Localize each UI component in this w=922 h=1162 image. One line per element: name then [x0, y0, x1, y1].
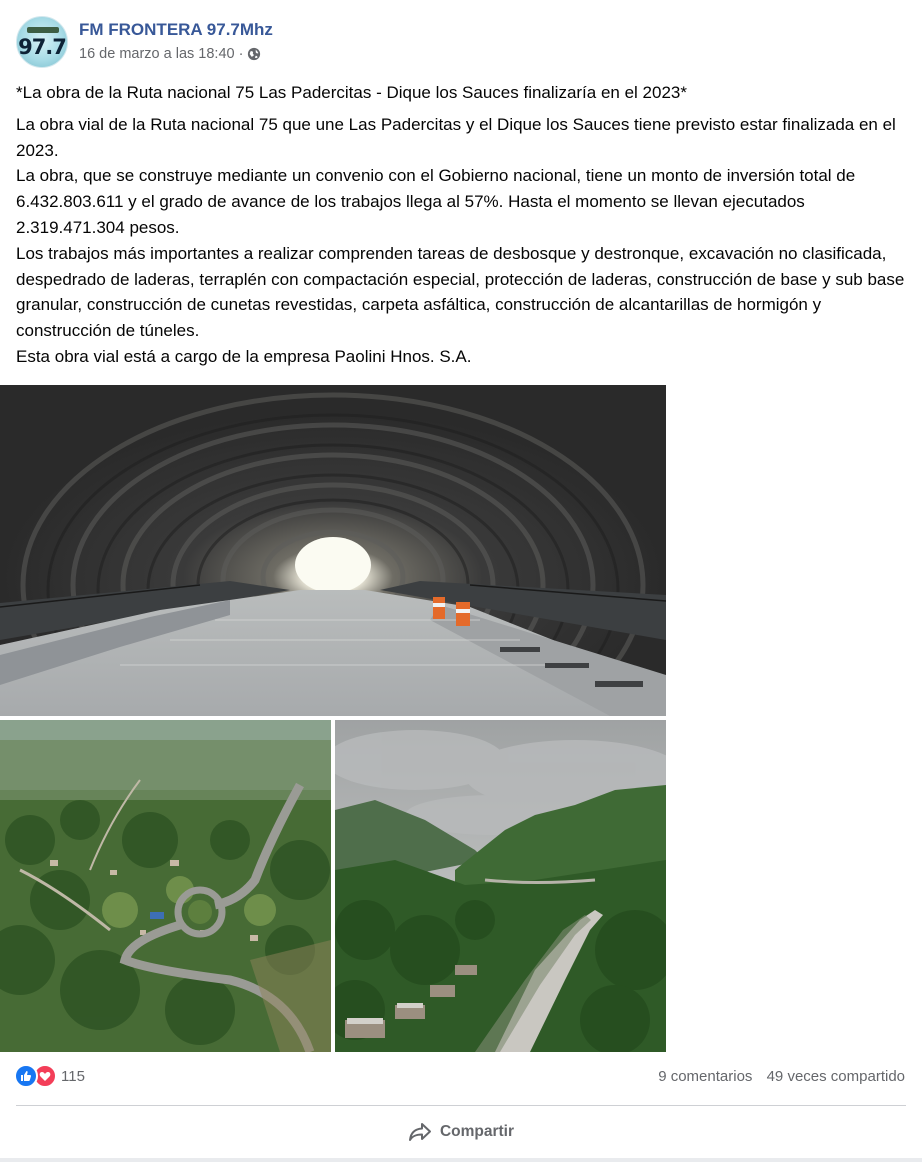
- meta-separator: ·: [238, 46, 244, 62]
- reactions-summary[interactable]: [14, 1064, 85, 1088]
- photo-tunnel[interactable]: [0, 385, 666, 716]
- photo-grid: [0, 385, 666, 1052]
- post-paragraph: Los trabajos más importantes a realizar comprenden tareas de desbosque y destronque, excavación no clasificada, despedrado de laderas, terraplén con compactación especial, protección de laderas, construcción de base y sub base granular, construcción de cunetas revestidas, carpeta asfáltica, construcción de alcantarillas de hormigón y construcción de túneles.: [16, 243, 905, 341]
- avatar-brand-mark: [27, 27, 59, 33]
- avatar-frequency: 97.7: [18, 35, 66, 59]
- post-paragraph: La obra, que se construye mediante un convenio con el Gobierno nacional, tiene un monto de inversión total de 6.432.803.611 y el grado de avance de los trabajos llega al 57%. Hasta el momento se llevan ejecutados 2.319.471.304 pesos.: [16, 166, 856, 237]
- photo-aerial-roundabout[interactable]: [0, 720, 331, 1052]
- share-arrow-icon: [408, 1122, 432, 1142]
- share-label: Compartir: [439, 1123, 515, 1140]
- photo-mountain-road[interactable]: [335, 720, 666, 1052]
- shares-count-link[interactable]: 49 veces compartido: [766, 1068, 905, 1085]
- post-meta: [79, 44, 273, 64]
- post-paragraph: Esta obra vial está a cargo de la empresa Paolini Hnos. S.A.: [16, 346, 472, 366]
- page-name-link[interactable]: FM FRONTERA 97.7Mhz: [79, 20, 273, 39]
- share-button[interactable]: [16, 1110, 906, 1154]
- like-icon: [14, 1064, 38, 1088]
- post-paragraph: La obra vial de la Ruta nacional 75 que une Las Padercitas y el Dique los Sauces tiene previsto estar finalizada en el 2023.: [16, 114, 896, 160]
- engagement-stats: [658, 1068, 905, 1085]
- comments-count-link[interactable]: 9 comentarios: [658, 1068, 753, 1085]
- timestamp-link[interactable]: 16 de marzo a las 18:40: [79, 46, 235, 62]
- post-bottom-border: [0, 1158, 922, 1162]
- reaction-count: 115: [61, 1067, 85, 1085]
- globe-icon[interactable]: [247, 47, 261, 61]
- post-header: [16, 16, 273, 72]
- actions-divider: [16, 1105, 906, 1106]
- avatar[interactable]: [16, 16, 68, 68]
- post-headline: *La obra de la Ruta nacional 75 Las Padercitas - Dique los Sauces finalizaría en el 2023*: [16, 83, 687, 102]
- header-text: [79, 19, 273, 64]
- post-body: [16, 80, 908, 370]
